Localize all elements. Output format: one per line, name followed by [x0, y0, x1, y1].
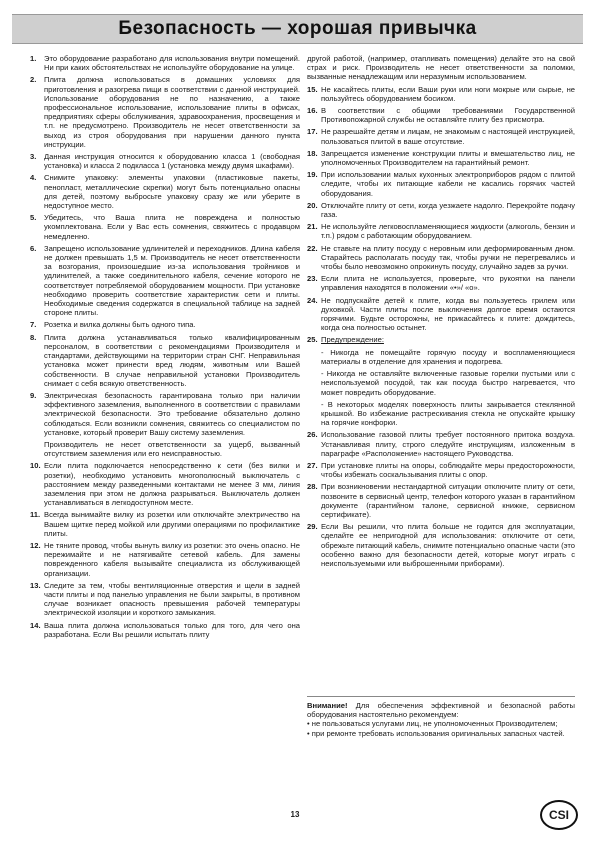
- item-number: [30, 440, 44, 458]
- list-item: [307, 430, 575, 458]
- item-text: Убедитесь, что Ваша плита не повреждена и полностью укомплектована. Если у Вас есть сомнения, свяжитесь с продавцом немедленно.: [44, 213, 300, 241]
- notice-paragraph: [307, 701, 575, 719]
- item-text: Не разрешайте детям и лицам, не знакомым с настоящей инструкцией, пользоваться плитой в ваше отсутствие.: [321, 127, 575, 146]
- item-number: 22.: [307, 243, 318, 253]
- item-text: Розетка и вилка должны быть одного типа.: [44, 320, 196, 330]
- list-item: [30, 440, 300, 458]
- list-item: [30, 320, 300, 329]
- item-text: Если плита не используется, проверьте, что рукоятки на панели управления находятся в положении «•»/ «о».: [321, 274, 575, 293]
- list-item: [307, 522, 575, 568]
- list-item: [30, 391, 300, 437]
- item-text: Использование газовой плиты требует постоянного притока воздуха. Устанавливая плиту, строго следуйте инструкциям, изложенным в параграфе «Расположение» настоящего Руководства.: [321, 430, 575, 458]
- item-number: 2.: [30, 75, 37, 85]
- list-item: [307, 335, 575, 344]
- item-text: Электрическая безопасность гарантирована только при наличии эффективного заземления, выполненного в соответствии с правилами электрической безопасности. Это требование обязательно должно соблюдаться. Если возникли сомнения, свяжитесь со специалистом по установке, который проверит Вашу систему заземления.: [44, 390, 300, 437]
- notice-text: Для обеспечения эффективной и безопасной работы оборудования настоятельно рекомендуем:: [307, 701, 575, 720]
- item-number: 17.: [307, 127, 318, 137]
- list-item: [307, 106, 575, 124]
- notice-label: Внимание!: [307, 701, 348, 710]
- item-text: Предупреждение:: [321, 335, 384, 345]
- item-text: Не касайтесь плиты, если Ваши руки или ноги мокрые или сырые, не пользуйтесь оборудованием босиком.: [321, 84, 575, 103]
- csi-logo: CSI: [540, 800, 578, 830]
- list-item: [307, 482, 575, 519]
- item-number: 20.: [307, 200, 318, 210]
- item-number: 25.: [307, 335, 318, 345]
- item-number: 26.: [307, 430, 318, 440]
- item-number: 18.: [307, 148, 318, 158]
- warning-item: - Никогда не помещайте горячую посуду и воспламеняющиеся материалы в отделение для хранения и подогрева.: [321, 347, 575, 366]
- item-number: 19.: [307, 170, 318, 180]
- item-text: Не подпускайте детей к плите, когда вы пользуетесь грилем или духовкой. Части плиты после выключения долгое время остаются горячими. Будьте осторожны, не прикасайтесь к плите: дождитесь, когда она полностью остынет.: [321, 295, 575, 333]
- item-number: 21.: [307, 222, 318, 232]
- item-number: 13.: [30, 580, 41, 590]
- item-text: Снимите упаковку: элементы упаковки (пластиковые пакеты, пенопласт, металлические скрепки) могут быть потенциально опасны для детей, поэтому выбросьте упаковку сразу же или уберите в недоступное место.: [44, 173, 300, 211]
- list-item: [307, 127, 575, 145]
- item-text: Не ставьте на плиту посуду с неровным или деформированным дном. Старайтесь располагать посуду так, чтобы ручки не перегревались и чтобы было невозможно опрокинуть посуду, случайно задев за ручки.: [321, 243, 575, 272]
- list-item: [30, 75, 300, 149]
- item-number: 4.: [30, 173, 37, 183]
- item-text: Данная инструкция относится к оборудованию класса 1 (свободная установка) и класса 2 подкласса 1 (установка между двумя шкафами).: [44, 152, 300, 171]
- list-item: [307, 149, 575, 167]
- list-item: [30, 581, 300, 618]
- list-item: [307, 461, 575, 479]
- item-number: 12.: [30, 540, 41, 550]
- warnings-list: [307, 348, 575, 428]
- page-header: [12, 14, 583, 44]
- list-item: [30, 621, 300, 639]
- list-item: [307, 244, 575, 272]
- item-number: 23.: [307, 274, 318, 284]
- item-text: Запрещается изменение конструкции плиты и вмешательство лиц, не уполномоченных Производителем на гарантийный ремонт.: [321, 148, 575, 168]
- list-item: [30, 173, 300, 210]
- item-number: 28.: [307, 482, 318, 492]
- page-title: Безопасность — хорошая привычка: [118, 18, 477, 39]
- item-number: 5.: [30, 213, 37, 223]
- warning-item: - В некоторых моделях поверхность плиты закрывается стеклянной крышкой. Во избежание растрескивания стекла не опускайте крышку на горячие конфорки.: [321, 399, 575, 428]
- item-number: 27.: [307, 460, 318, 470]
- item-number: 6.: [30, 243, 37, 253]
- item-number: 24.: [307, 295, 318, 305]
- item-text: При возникновении нестандартной ситуации отключите плиту от сети, позвоните в сервисный центр, телефон которого указан в гарантийном документе (гарантийном талоне, сервисной книжке, сервисном сертификате).: [321, 482, 575, 519]
- list-item: [307, 296, 575, 333]
- item-text: Ваша плита должна использоваться только для того, для чего она разработана. Если Вы решили испытать плиту: [44, 620, 300, 639]
- list-item: [30, 213, 300, 241]
- item-text: При установке плиты на опоры, соблюдайте меры предосторожности, чтобы избежать соскальзывания плиты с опор.: [321, 460, 575, 480]
- list-item: [30, 152, 300, 170]
- list-item: [307, 222, 575, 240]
- list-item: [30, 244, 300, 318]
- item-text: Если плита подключается непосредственно к сети (без вилки и розетки), необходимо установить многополюсный выключатель с расстоянием между разведенными контактами не менее 3 мм, линия заземления при этом не должна разрываться. Выключатель должен устанавливаться в легкодоступном месте.: [44, 461, 300, 508]
- item-text: Всегда вынимайте вилку из розетки или отключайте электричество на Вашем щитке перед мойкой или другими операциями по профилактике плиты.: [44, 510, 300, 538]
- item-number: 3.: [30, 152, 37, 162]
- warning-item: - Никогда не оставляйте включенные газовые горелки пустыми или с неиспользуемой посудой, так как посуда быстро нагревается, что может повредить оборудование.: [321, 369, 575, 397]
- item-number: 8.: [30, 332, 37, 342]
- item-number: 7.: [30, 320, 37, 330]
- left-column: [30, 54, 300, 642]
- item-text: Отключайте плиту от сети, когда уезжаете надолго. Перекройте подачу газа.: [321, 200, 575, 220]
- item-text: Запрещено использование удлинителей и переходников. Длина кабеля не должен превышать 1,5 м. Производитель не несет ответственности за возгорания, произошедшие из-за использования тройников и удлинителей, а также соединительного кабеля, сечение которого не соответствует потребляемой оборудованием мощности. При установке необходимо проверить соответствие характеристик сети и плиты. Необходимые сведения содержатся в специальной таблице на задней стороне плиты.: [44, 243, 300, 318]
- item-number: 11.: [30, 510, 41, 520]
- item-number: 10.: [30, 461, 41, 471]
- item-text: Не используйте легковоспламеняющиеся жидкости (алкоголь, бензин и т.п.) рядом с работающим оборудованием.: [321, 222, 575, 241]
- notice-bullet: • не пользоваться услугами лиц, не уполномоченных Производителем;: [307, 719, 558, 729]
- item-number: 15.: [307, 84, 318, 94]
- item-number: 29.: [307, 522, 318, 532]
- item-number: 9.: [30, 390, 37, 400]
- list-item: [307, 85, 575, 103]
- list-item: [307, 170, 575, 198]
- notice-bullet: • при ремонте требовать использования оригинальных запасных частей.: [307, 728, 565, 738]
- list-item: [307, 274, 575, 292]
- item-text: Это оборудование разработано для использования внутри помещений. Ни при каких обстоятельствах не используйте оборудование на улице.: [44, 54, 300, 73]
- item-text: Не тяните провод, чтобы вынуть вилку из розетки: это очень опасно. Не пережимайте и не натягивайте сетевой кабель. Для замены поврежденного кабеля вызывайте специалиста из обслуживающей организации.: [44, 540, 300, 578]
- item-number: 14.: [30, 620, 41, 630]
- item-text: Следите за тем, чтобы вентиляционные отверстия и щели в задней части плиты и под панелью управления не были закрыты, в противном случае возникает опасность превышения рабочей температуры электрической изоляции и короткого замыкания.: [44, 580, 300, 618]
- item-text: Производитель не несет ответственности за ущерб, вызванный отсутствием заземления или его неисправностью.: [44, 439, 300, 459]
- list-item: [307, 201, 575, 219]
- item-number: 1.: [30, 54, 37, 63]
- list-item: [30, 541, 300, 578]
- list-item: [30, 461, 300, 507]
- list-item: [30, 54, 300, 72]
- item-text: Плита должна использоваться в домашних условиях для приготовления и разогрева пищи в соответствии с данной инструкцией. Использование оборудования не по назначению, а также профессиональное использование, использование плиты в офисах, предприятиях сферы обслуживания, здравоохранения, просвещения и т.п. не предусмотрено. Производитель не несет ответственности за выход из строя оборудования при нарушении данного пункта инструкции.: [44, 75, 300, 149]
- list-item: [30, 510, 300, 538]
- item-text: Плита должна устанавливаться только квалифицированным персоналом, в соответствии с рекомендациями Производителя и стандартами, действующими на территории стран СНГ. Неправильная установка может принести вред людям, животным или Вашей собственности. В случае неправильной установки Производитель снимает с себя всякую ответственность.: [44, 332, 300, 388]
- right-column: [307, 54, 575, 571]
- item-text: В соответствии с общими требованиями Государственной Противопожарной службы не оставляйте плиту без присмотра.: [321, 106, 575, 125]
- item-text: При использовании малых кухонных электроприборов рядом с плитой следите, чтобы их питающие кабели не касались горячих частей оборудования.: [321, 170, 575, 198]
- item-number: 16.: [307, 106, 318, 116]
- notice-box: [307, 696, 575, 738]
- item-text: Если Вы решили, что плита больше не годится для эксплуатации, сделайте ее непригодной для использования: отключите от сети, обрежьте питающий кабель, снимите потенциально опасные части (это особенно важно для безопасности детей, которые могут играть с неиспользуемыми или выброшенными приборами).: [321, 522, 575, 568]
- item-14-continuation: другой работой, (например, отапливать помещения) делайте это на свой страх и риск. Производитель не несет ответственности за поломки, вызванные ненадлежащим или неразумным использованием.: [307, 54, 575, 82]
- page-number: 13: [290, 810, 300, 819]
- list-item: [30, 333, 300, 388]
